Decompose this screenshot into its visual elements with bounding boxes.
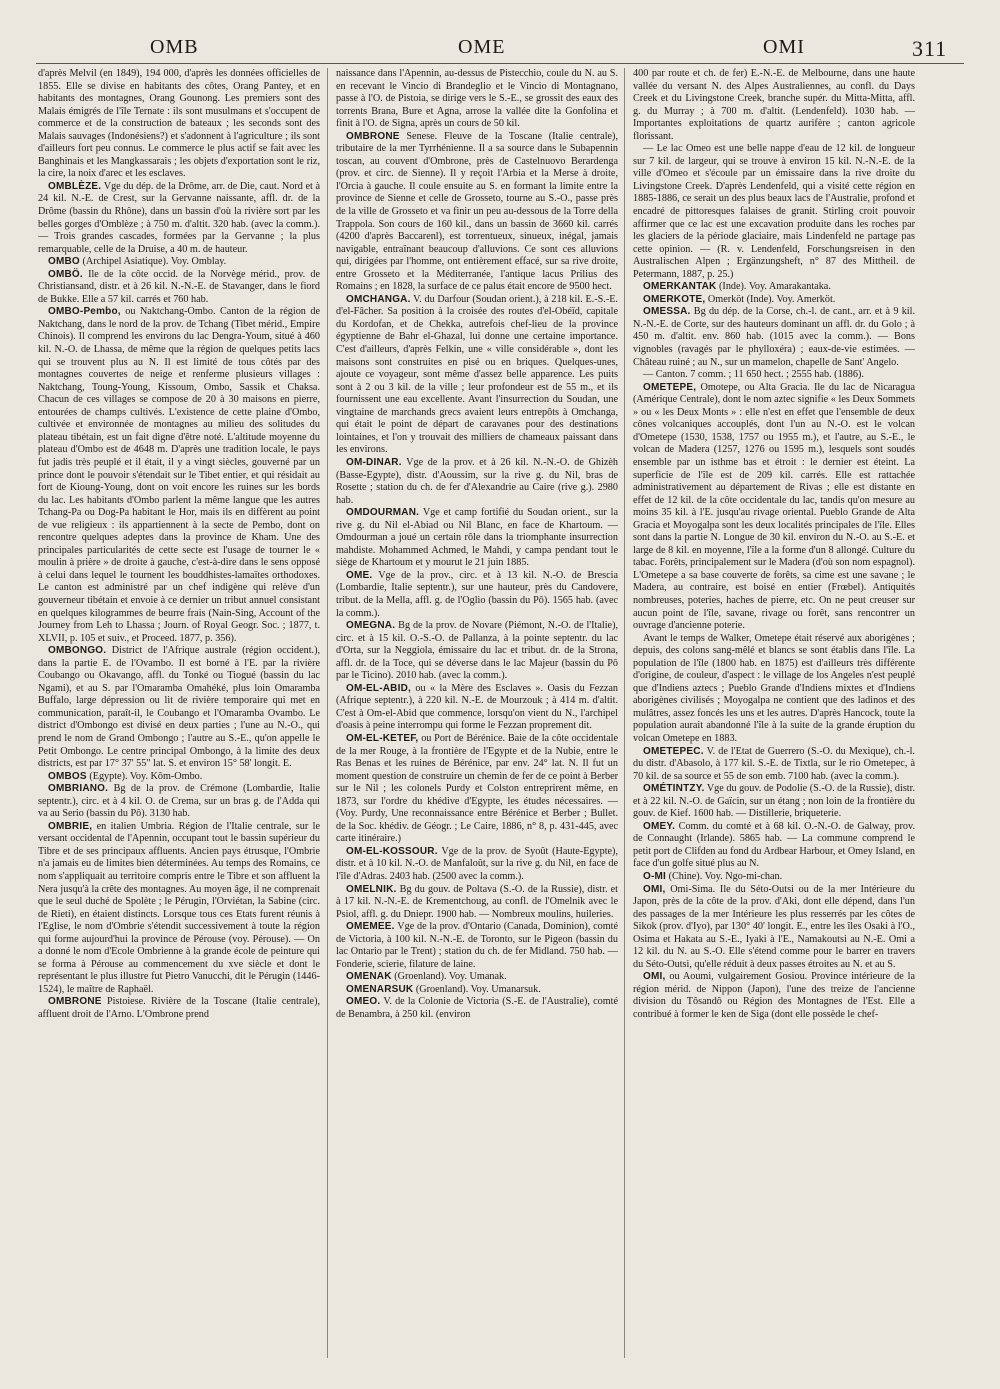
entry-text: ou Aoumi, vulgairement Gosiou. Province intérieure de la région mérid. de Nippon (Japon), l'une des treize de l'ancienne division du Tôsandô ou Région des Montagnes de l'Est. Elle a contribué à former le ken de Siga (dont elle possède le chef- bbox=[633, 971, 915, 1021]
entry-text: (Groenland). Voy. Umanak. bbox=[394, 971, 507, 983]
entry-text: naissance dans l'Apennin, au-dessus de Pistecchio, coule du N. au S. en recevant le Vincio di Brandeglio et le Vincio di Montagnano, passe à l'O. de Pistoia, se dirige vers le S.-E., se grossit des eaux des torrents Brana, Bure et Agna, arrose la vallée dite la Gonfolina et finit à l'O. de Signa, après un cours de 50 kil. bbox=[336, 68, 618, 130]
entry-text: Vge du dép. de la Drôme, arr. de Die, caut. Nord et à 24 kil. N.-E. de Crest, sur la Gervanne naissante, affl. dr. de la Drôme (bassin du Rhône), dans un bassin d'où la rivière sort par les belles gorges d'Omblèze ; à 750 m. d'altit. 320 hab. (avec la comm.). — Trois grandes cascades, formées par la Gervanne ; la plus remarquable, celle de la Druise, a 40 m. de hauteur. bbox=[38, 180, 320, 255]
entry-text: Vge du gouv. de Podolie (S.-O. de la Russie), distr. et à 22 kil. N.-O. de Gaïcin, sur un étang ; non loin de la frontière du gouv. de Kief. 1600 hab. — Distillerie, briqueterie. bbox=[633, 783, 915, 820]
dictionary-entry bbox=[633, 821, 915, 871]
entry-text: ou Port de Bérénice. Baie de la côte occidentale de la mer Rouge, à la frontière de l'Egypte et de la Nubie, entre le Ras Benas et les ruines de Bérénice, par env. 24° lat. N. Il fut un moment question de construire un chemin de fer de ce point à Berber sur le Nil ; les colonels Purdy et Colston entreprirent même, en 1873, sur l'ordre du khédive d'Egypte, les études nécessaires. — (Voy. Purdy, Une reconnaissance entre Bérénice et Berber ; Bullet. de la Soc. khédiv. de Géogr. ; Le Caire, 1886, n° 8, p. 431-445, avec carte itinéraire.) bbox=[336, 732, 618, 845]
entry-text: Vge de la prov. de Syoût (Haute-Egypte), distr. et à 10 kil. N.-O. de Manfaloût, sur la rive g. du Nil, en face de l'île d'Adras. 2403 hab. (2500 avec la comm.). bbox=[336, 845, 618, 882]
entry-headword: OMBOS bbox=[48, 770, 87, 782]
dictionary-entry bbox=[633, 746, 915, 784]
entry-text: Pistoiese. Rivière de la Toscane (Italie centrale), affluent droit de l'Arno. L'Ombrone prend bbox=[38, 996, 320, 1021]
entry-text: (Egypte). Voy. Kôm-Ombo. bbox=[89, 770, 203, 782]
dictionary-entry bbox=[633, 971, 915, 1021]
entry-text: V. du Darfour (Soudan orient.), à 218 kil. E.-S.-E. d'el-Fâcher. Sa position à la croisée des routes d'el-Obéïd, capitale du Kordofan, et de Chekka, autrefois chef-lieu de la province égyptienne de Bahr el-Ghazal, lui donne une certaine importance. C'est d'ailleurs, d'après Felkin, une « ville considérable », dont les maisons sont construites en pisé ou en briques. Quelques-unes, ajoute ce voyageur, sont même d'assez belle apparence. Les puits sont à 2 ou 3 kil. de la ville ; leur profondeur est de 55 m., et ils fournissent une eau excellente. Avant l'insurrection du Soudan, une vingtaine de marchands grecs avaient leurs entrepôts à Omchanga, qui était le point de départ de caravanes pour des destinations lointaines, et l'on y trouvait des milliers de chameaux paissant dans les environs. bbox=[336, 293, 618, 456]
entry-text: Vge de la prov., circ. et à 13 kil. N.-O. de Brescia (Lombardie, Italie septentr.), sur une hauteur, près du Candovere, tribut. de la Mella, affl. g. de l'Oglio (bassin du Pô). 1565 hab. (avec la comm.). bbox=[336, 569, 618, 619]
entry-headword: OM-EL-ABID, bbox=[346, 682, 411, 694]
entry-text: Bg du dép. de la Corse, ch.-l. de cant., arr. et à 9 kil. N.-N.-E. de Corte, sur des hauteurs dominant un affl. dr. du Golo ; à 450 m. d'altit. env. 860 hab. (1015 avec la comm.). — Bons vignobles (ravagés par le phylloxéra) ; eaux-de-vie estimées. — Château ruiné ; au N., sur un mamelon, chapelle de Sant' Angelo. bbox=[633, 306, 915, 368]
dictionary-entry bbox=[38, 181, 320, 256]
entry-headword: O-MI bbox=[643, 871, 667, 882]
entry-text: Omi-Sima. Ile du Séto-Outsi ou de la mer Intérieure du Japon, près de la côte de la prov. d'Aki, dont elle dépend, dans l'un des passages de la mer Intérieure les plus resserrés par les côtes de Sikok (prov. d'Iyo), par 130° 40' longit. E., entre les îles Osaki à l'O., Osima et Hakata au S.-E., Iyaki à l'E., Namakoutsi au N.-E. Omi a 12 kil. du N. au S.-O. Elle s'étend comme pour le barrer en travers du Séto-Outsi, qu'elle réduit à deux passes étroites au N. et au S. bbox=[633, 883, 915, 970]
column-2 bbox=[336, 68, 618, 1368]
running-head-middle: OME bbox=[458, 36, 506, 58]
dictionary-entry bbox=[336, 921, 618, 971]
entry-headword: OME. bbox=[346, 569, 373, 581]
column-divider bbox=[624, 68, 625, 1358]
entry-headword: OMBRIANO. bbox=[48, 783, 109, 795]
entry-headword: OMENAK bbox=[346, 971, 392, 983]
entry-text: Bg de la prov. de Crémone (Lombardie, Italie septentr.), circ. et à 4 kil. O. de Crema, sur un bras g. de l'Adda qui va au Serio (bassin du Pô). 3130 hab. bbox=[38, 783, 320, 820]
entry-text: Senese. Fleuve de la Toscane (Italie centrale), tributaire de la mer Tyrrhénienne. Il a sa source dans le Subapennin toscan, au couvent d'Ombrone, près de Castelnuovo Berardenga (prov. et circ. de Sienne). Il y reçoit l'Arbia et la Merse à droite, l'Orcia à gauche. Il coule ensuite au S. en formant la limite entre la province de Sienne et celle de Grosseto, tourne au S.-O., passe près de la ville de Grosseto et va finir un peu au-dessous de la Torre della Trappola. Son cours de 160 kil., dans un bassin de 3660 kil. carrés (4200 d'après Baccarenl), est torrentueux, sinueux, inégal, jamais navigable, entraînant beaucoup d'alluvions. Ce sont ces alluvions qui, dirigées par l'homme, ont entièrement effacé, sur sa rive droite, entre Grosseto et la Méditerranée, l'antique lacus Prilius des Romains ; en 1828, la surface de ce palus était encore de 9500 hect. bbox=[336, 130, 618, 293]
entry-headword: OMI, bbox=[643, 883, 666, 895]
entry-text: Bg de la prov. de Novare (Piémont, N.-O. de l'Italie), circ. et à 15 kil. O.-S.-O. de Pallanza, à la pointe septentr. du lac d'Orta, sur la Neggiola, émissaire du lac et tribut. dr. de la Strona, affl. dr. de la Toce, qui se déverse dans le lac Majeur (bassin du Pô par le Ticino). 2010 hab. (avec la comm.). bbox=[336, 620, 618, 682]
dictionary-entry bbox=[336, 570, 618, 620]
entry-headword: OMBO bbox=[48, 256, 80, 268]
entry-text: — Canton. 7 comm. ; 11 650 hect. ; 2555 hab. (1886). bbox=[643, 369, 864, 381]
entry-headword: OMÉTINTZY. bbox=[643, 783, 705, 795]
entry-continuation bbox=[633, 633, 915, 746]
entry-text: V. de la Colonie de Victoria (S.-E. de l'Australie), comté de Benambra, à 250 kil. (environ bbox=[336, 996, 618, 1021]
entry-text: Ile de la côte occid. de la Norvège mérid., prov. de Christiansand, distr. et à 26 kil. N.-N.-E. de Stavanger, dans le fiord de Bukke. Elle a 57 kil. carrés et 760 hab. bbox=[38, 268, 320, 305]
dictionary-entry bbox=[633, 382, 915, 633]
entry-headword: OMEGNA. bbox=[346, 620, 396, 632]
entry-text: Bg du gouv. de Poltava (S.-O. de la Russie), distr. et à 17 kil. N.-N.-E. de Krementchoug, au confl. de l'Omelnik avec le Psiol, affl. g. du Dniepr. 1900 hab. — Nombreux moulins, huileries. bbox=[336, 883, 618, 920]
column-divider bbox=[327, 68, 328, 1358]
dictionary-entry bbox=[38, 269, 320, 307]
header-rule bbox=[36, 63, 964, 64]
dictionary-entry bbox=[336, 884, 618, 922]
entry-text: d'après Melvil (en 1849), 194 000, d'après les données officielles de 1855. Elle se divise en habitants des côtes, Orang Pantey, et en habitants des montagnes, Orang Gounong. Les premiers sont des Malais émigrés de l'île Ternate : ils sont musulmans et s'occupent de commerce et de la construction de bateaux ; les seconds sont des Malais sauvages (Indonésiens?) et s'adonnent à l'agriculture ; ils sont d'ailleurs fort peu connus. Le commerce le plus actif se fait avec les Banghinais et les Mangkassarais ; les objets d'exportation sont le riz, la cire, la noix d'arec et les esclaves. bbox=[38, 68, 320, 180]
entry-headword: OMBRONE bbox=[48, 996, 102, 1008]
entry-text: Omerköt (Inde). Voy. Amerköt. bbox=[707, 293, 836, 305]
entry-text: — Le lac Omeo est une belle nappe d'eau de 12 kil. de longueur sur 7 kil. de largeur, qui se trouve à environ 15 kil. N.-N.-E. de la ville d'Omeo et s'écoule par un émissaire dans la rive droite du Livingstone Creek. D'après Lendenfeld, qui a visité cette région en 1885-1886, ce serait un des plus beaux lacs de l'Australie, profond et encadré de pittoresques falaises de granit. Stirling croit pouvoir affirmer que ce lac est une excavation produite dans les roches par les glaciers de la période glaciaire, mais Lindenfeld ne partage pas cette opinion. — (R. v. Lendenfeld, Forschungsreisen in den Australischen Alpen ; Ergänzungsheft, n° 87 des Mittheil. de Petermann, 1887, p. 25.) bbox=[633, 143, 915, 280]
entry-text: (Archipel Asiatique). Voy. Omblay. bbox=[82, 256, 227, 268]
column-3 bbox=[633, 68, 915, 1368]
dictionary-entry bbox=[38, 645, 320, 770]
running-head-right: OMI bbox=[763, 36, 805, 58]
entry-continuation bbox=[633, 369, 915, 382]
entry-text: (Inde). Voy. Amarakantaka. bbox=[719, 281, 831, 293]
dictionary-entry bbox=[38, 771, 320, 784]
dictionary-entry bbox=[336, 457, 618, 507]
dictionary-entry bbox=[336, 683, 618, 733]
entry-text: ou « la Mère des Esclaves ». Oasis du Fezzan (Afrique septentr.), à 220 kil. N.-E. de Mourzouk ; à 414 m. d'altit. C'est à Om-el-Abid que commence, lorsqu'on vient du N., l'archipel d'oasis à peine interrompu qui forme le Fezzan proprement dit. bbox=[336, 682, 618, 732]
entry-headword: OMDOURMAN. bbox=[346, 507, 420, 519]
entry-text: ou Naktchang-Ombo. Canton de la région de Naktchang, dans le nord de la prov. de Tchang (Tibet mérid., Empire Chinois). Il comprend les environs du lac Dengra-Youm, situé à 460 kil. N.-O. de Lhassa, de même que la région de quelques petits lacs qui se trouvent plus au N. Il est limité de tous côtés par des montagnes couvertes de neige et renferme plusieurs villages : Naktchang, Toung-Young, Kissoum, Ombo, Sassik et Chaksa. Chacun de ces villages se compose de 20 à 30 maisons en pierre, entourées de champs cultivés. L'existence de cette plaine d'Ombo, cultivée et environnée de montagnes au milieu des solitudes du plateau tibétain, est un fait digne d'être noté. L'altitude moyenne du plateau d'Ombo est de 4648 m. D'après une tradition locale, le pays fut jadis très peuplé et il était, il y a vingt siècles, gouverné par un prince dont le pouvoir s'étendait sur le Tibet entier, et qui résidait au fort de Kioung-Young, dont on voit encore les ruines sur les bords du lac. Les habitants d'Ombo parlent la même langue que les autres Tchang-Pa ou Dog-Pa habitant le Hor, mais ils en diffèrent au point de vue religieux : ils appartiennent à la secte de Pembo, dont on rencontre quelques adeptes dans la province de Kham. Une des principales particularités de cette secte est l'usage de tourner le « moulin à prière » de droite à gauche, c'est-à-dire dans le sens opposé à celui dans lequel le tournent les bouddhistes-lamaïtes orthodoxes. Le canton est administré par un chef indigène qui relève d'un gouverneur tibétain et envoie à ce dernier un tribut annuel consistant en quelques kilogrammes de beurre frais (Nain-Sing, Account of the Journey from Leh to Lhassa ; Journ. of Royal Geogr. Soc. ; 1877, t. XLVII, p. 105 et suiv., et Proceed. 1877, p. 356). bbox=[38, 306, 320, 644]
dictionary-entry bbox=[336, 984, 618, 997]
dictionary-entry bbox=[633, 281, 915, 294]
entry-headword: OMERKOTE, bbox=[643, 293, 706, 305]
dictionary-entry bbox=[336, 971, 618, 984]
dictionary-entry bbox=[336, 996, 618, 1021]
entry-headword: OM-EL-KETEF, bbox=[346, 732, 419, 744]
dictionary-entry bbox=[336, 733, 618, 846]
entry-text: V. de l'Etat de Guerrero (S.-O. du Mexique), ch.-l. du distr. d'Abasolo, à 177 kil. S.-E. de Tixtla, sur le rio Ometepec, à 70 kil. de sa source et 55 de son emb. 7100 hab. (avec la comm.). bbox=[633, 745, 915, 782]
entry-headword: OMEY. bbox=[643, 820, 676, 832]
entry-headword: OMBO-Pembo, bbox=[48, 306, 121, 318]
entry-headword: OMESSA. bbox=[643, 306, 691, 318]
entry-headword: OMCHANGA. bbox=[346, 293, 411, 305]
dictionary-entry bbox=[38, 256, 320, 269]
dictionary-entry bbox=[38, 996, 320, 1021]
entry-headword: OMEMEE. bbox=[346, 921, 395, 933]
dictionary-entry bbox=[336, 507, 618, 570]
entry-headword: OMENARSUK bbox=[346, 983, 414, 995]
entry-continuation bbox=[336, 68, 618, 131]
dictionary-entry bbox=[633, 294, 915, 307]
entry-text: Vge de la prov. et à 26 kil. N.-N.-O. de Ghizèh (Basse-Egypte), distr. d'Aoussim, sur la rive g. du Nil, bras de Rosette ; station du ch. de fer d'Alexandrie au Caire (rive g.). 2980 hab. bbox=[336, 456, 618, 506]
dictionary-entry bbox=[633, 306, 915, 369]
dictionary-entry bbox=[336, 846, 618, 884]
entry-text: District de l'Afrique australe (région occident.), dans la partie E. de l'Ovambo. Il est borné à l'E. par la rivière Coubango ou Okavango, affl. du Tonké ou Tiogué (bassin du lac Ngami), et au S. par l'Omaramba Omahéké, plus loin Omaramba Buffalo, large dépression ou lit de rivière temporaire qui met en communication, paraît-il, le Coubango et l'Omaramba Ovambo. Le district d'Ombongo est divisé en deux parties ; l'une au N.-O., qui prend le nom de Grand Ombongo ; l'autre au S.-E., qu'on appelle le Petit Ombongo. Le centre principal Ombongo, à la limite des deux districts, est par 17° 37' 55" lat. S. et environ 15° 58' longit. E. bbox=[38, 645, 320, 770]
entry-headword: OMELNIK. bbox=[346, 883, 397, 895]
entry-headword: OMBLÈZE. bbox=[48, 180, 102, 192]
entry-headword: OMERKANTAK bbox=[643, 281, 717, 293]
entry-text: Avant le temps de Walker, Ometepe était réservé aux aborigènes ; depuis, des colons sang-mêlé et blancs se sont établis dans l'île. La population de l'île (1800 hab. en 1875) est d'ailleurs très différente d'origine, de couleur, d'aspect : le village de los Angeles n'est peuplé que d'Indiens aztecs ; Pueblo Grande d'Indiens mixtes et d'Indiens aborigènes civilisés ; Moyogalpa ne contient que des ladinos et des mulâtres, assez foncés les uns et les autres. D'après Hancock, toute la population aurait abandonné l'île à la suite de la grande éruption du volcan Ometepe en 1883. bbox=[633, 632, 915, 744]
entry-headword: OMI, bbox=[643, 971, 666, 983]
dictionary-entry bbox=[38, 821, 320, 997]
entry-headword: OM-DINAR. bbox=[346, 456, 402, 468]
entry-headword: OMBRONE bbox=[346, 130, 400, 142]
dictionary-entry bbox=[336, 131, 618, 294]
dictionary-entry bbox=[633, 783, 915, 821]
entry-headword: OMBÖ. bbox=[48, 268, 83, 280]
running-head-left: OMB bbox=[150, 36, 199, 58]
page-number: 311 bbox=[912, 36, 948, 61]
dictionary-entry bbox=[336, 294, 618, 457]
column-1 bbox=[38, 68, 320, 1368]
entry-text: Vge de la prov. d'Ontario (Canada, Dominion), comté de Victoria, à 100 kil. N.-N.-E. de Toronto, sur le Pigeon (bassin du lac Ontario par le Trent) ; station du ch. de fer Midland. 750 hab. — Fonderie, scierie, filature de laine. bbox=[336, 921, 618, 970]
entry-text: Comm. du comté et à 68 kil. O.-N.-O. de Galway, prov. de Connaught (Irlande). 5865 hab. — La commune comprend le petit port de Clifden au fond du Ardbear Harbour, et Omey Island, en face d'un golfe situé plus au N. bbox=[633, 820, 915, 870]
dictionary-entry bbox=[633, 884, 915, 972]
dictionary-entry bbox=[38, 783, 320, 821]
entry-text: Omotepe, ou Alta Gracia. Ile du lac de Nicaragua (Amérique Centrale), dont le nom aztec signifie « les Deux Sommets » ou « les Deux Monts » : elle n'est en effet que l'ensemble de deux cônes volcaniques accouplés, dont l'un au N.-O. est le volcan d'Ometepe (1530, 1538, 1757 ou 1955 m.), et l'autre, au S.-E., le volcan de Madera (1257, 1276 ou 1595 m.), lesquels sont soudés ensemble par un isthme bas et étroit : le dernier est éteint. La superficie de l'île est de 209 kil. carrés. Elle est rattachée administrativement au département de Rivas ; elle est distante en effet de 12 kil. de la côte occidentale du lac, tandis qu'on mesure au moins 35 kil. à l'E. jusqu'au rivage oriental. Pueblo Grande de Alta Gracia et Moyogalpa sont les deux localités principales de l'île. Elles sont dans la partie N. Longue de 30 kil. environ du N.-O. au S.-E. et large de 8 kil. en moyenne, l'île a la forme d'un 8 allongé. Culture du tabac. Forêts, principalement sur le Madera (d'où son nom espagnol). L'Ometepe a sa base couverte de forêts, sa cime est une savane ; le Madera, au contraire, est boisé en entier (Frœbel). Antiquités nombreuses, poteries, haches de pierre, etc. On ne peut creuser sur aucun point de l'île, savane, rivage ou forêt, sans rencontrer un ouvrage d'ancienne poterie. bbox=[633, 381, 915, 632]
entry-headword: OMETEPE, bbox=[643, 381, 697, 393]
entry-continuation bbox=[633, 68, 915, 143]
dictionary-entry bbox=[38, 306, 320, 645]
entry-text: Vge et camp fortifié du Soudan orient., sur la rive g. du Nil el-Abiad ou Nil Blanc, en face de Khartoum. — Omdourman a joué un certain rôle dans la triomphante insurrection mahdiste. Mohammed Achmed, le Mahdi, y campa pendant tout le siège de Khartoum et y mourut le 21 juin 1885. bbox=[336, 507, 618, 569]
dictionary-entry bbox=[633, 871, 915, 884]
entry-text: 400 par route et ch. de fer) E.-N.-E. de Melbourne, dans une haute vallée du versant N. des Alpes Australiennes, au confl. du Days Creek et du Livingstone Creek, branche supér. du Mitta-Mitta, affl. g. du Murray ; à 700 m. d'altit. (Lendenfeld). 1030 hab. — Importantes exploitations de quartz aurifère ; canton agricole florissant. bbox=[633, 68, 915, 142]
entry-continuation bbox=[38, 68, 320, 181]
entry-headword: OM-EL-KOSSOUR. bbox=[346, 845, 438, 857]
entry-text: (Chine). Voy. Ngo-mi-chan. bbox=[668, 871, 783, 882]
entry-headword: OMETEPEC. bbox=[643, 745, 704, 757]
dictionary-entry bbox=[336, 620, 618, 683]
entry-continuation bbox=[633, 143, 915, 281]
entry-headword: OMBONGO. bbox=[48, 645, 107, 657]
entry-headword: OMEO. bbox=[346, 996, 381, 1008]
entry-text: (Groenland). Voy. Umanarsuk. bbox=[415, 983, 541, 995]
entry-text: en italien Umbria. Région de l'Italie centrale, sur le versant occidental de l'Apennin, occupant tout le bassin supérieur du Tibre et de ses principaux affluents. Ancien pays étrusque, l'Ombrie n'a jamais eu de limites bien déterminées. Au temps des Romains, ce nom s'appliquait au territoire compris entre le Tibre et son affluent la Nera jusqu'à la crête des montagnes. Au moyen âge, il ne comprenait que le seul duché de Spolète ; le Pérugin, l'Orviétan, la Sabine (circ. de Rieti), en étaient distincts. Lorsque tous ces Etats furent réunis à l'Eglise, le nom d'Ombrie s'étendit successivement à toute la région qui forme aujourd'hui la province de Pérouse (voy. Pérouse). — On a donné le nom d'Ecole Ombrienne à la grande école de peinture qui se forma à Pérouse au commencement du xve siècle et dont le représentant le plus illustre fut Pietro Vanucchi, dit le Pérugin (1446-1524), le maître de Raphaël. bbox=[38, 820, 320, 995]
entry-headword: OMBRIE, bbox=[48, 820, 93, 832]
